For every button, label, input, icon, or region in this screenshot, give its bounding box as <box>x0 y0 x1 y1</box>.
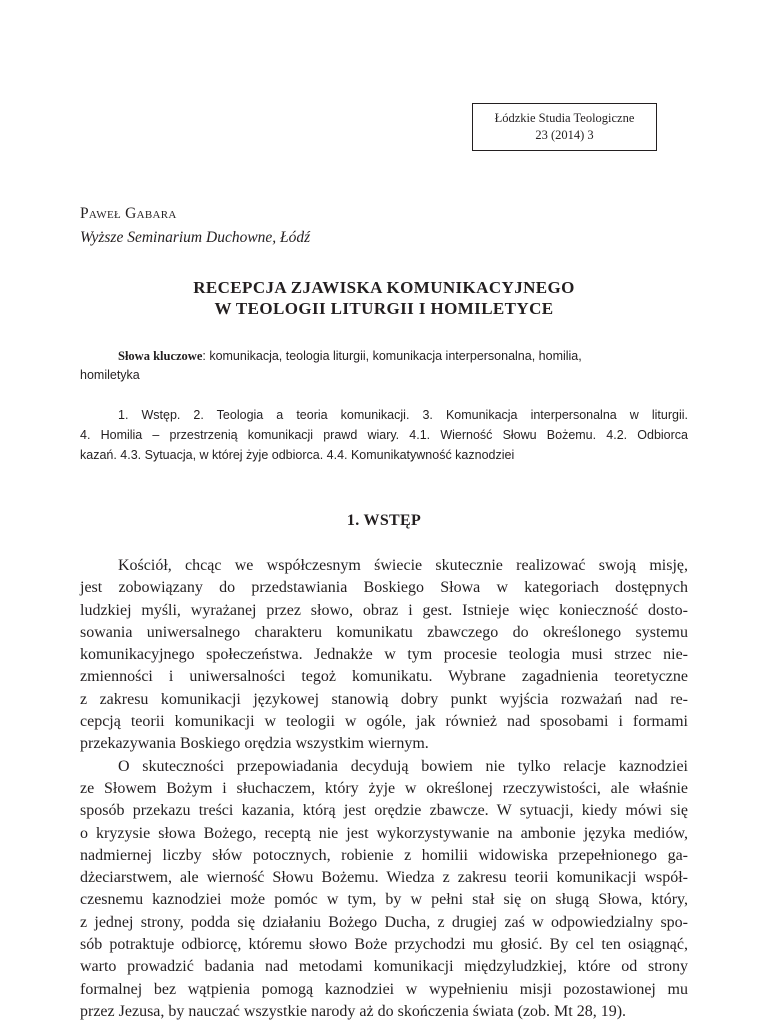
body-text <box>80 555 688 1023</box>
title-line-1: RECEPCJA ZJAWISKA KOMUNIKACYJNEGO <box>193 278 575 297</box>
journal-name: Łódzkie Studia Teologiczne <box>494 111 635 125</box>
body-line: sowania uniwersalnego charakteru komunikatu zbawczego do określonego systemu <box>80 623 688 641</box>
journal-issue: 23 (2014) 3 <box>535 128 594 142</box>
body-line: przekazywania Boskiego orędzia wszystkim wiernym. <box>80 735 429 753</box>
body-line: zmienności i uniwersalności tegoż komunikatu. Wybrane zagadnienia teoretyczne <box>80 668 688 686</box>
body-line: komunikacyjnego społeczeństwa. Jednakże w tym procesie teologia musi strzec nie- <box>80 646 688 664</box>
toc-line: 1. Wstęp. 2. Teologia a teoria komunikacji. 3. Komunikacja interpersonalna w liturgii. <box>118 408 688 422</box>
body-line: sób potraktuje odbiorcę, któremu słowo Boże przychodzi mu głosić. By cel ten osiągnąć, <box>80 936 688 954</box>
section-heading: 1. WSTĘP <box>346 512 422 529</box>
body-line: z jednej strony, podda się działaniu Bożego Ducha, z drugiej zaś w odpowiedzialny spo- <box>80 913 688 931</box>
body-line: warto prowadzić badania nad metodami komunikacji międzyludzkiej, które od strony <box>80 958 688 976</box>
body-line: jest zobowiązany do przedstawiania Boskiego Słowa w kategoriach dostępnych <box>80 579 688 597</box>
body-line: formalnej bez wątpienia pomogą kaznodziei w wypełnieniu misji pozostawionej mu <box>80 980 688 998</box>
keywords-text-cont: homiletyka <box>80 368 140 382</box>
body-line: sposób przekazu treści kazania, którą jest orędzie zbawcze. W sytuacji, kiedy mówi się <box>80 802 688 820</box>
journal-info-box <box>472 103 657 151</box>
body-line: O skuteczności przepowiadania decydują bowiem nie tylko relacje kaznodziei <box>118 757 688 775</box>
body-line: nadmiernej liczby słów potocznych, robienie z homilii widowiska przepełnionego ga- <box>80 846 688 864</box>
body-line: o kryzysie słowa Bożego, receptą nie jest wykorzystywanie na ambonie języka mediów, <box>80 824 688 842</box>
body-line: Kościół, chcąc we współczesnym świecie skutecznie realizować swoją misję, <box>118 557 688 574</box>
table-of-contents <box>80 405 688 465</box>
body-line: cepcją teorii komunikacji w teologii w ogóle, jak również nad sposobami i formami <box>80 713 688 731</box>
toc-line: 4. Homilia – przestrzenią komunikacji prawd wiary. 4.1. Wierność Słowu Bożemu. 4.2. Odbiorca <box>80 428 688 442</box>
body-line: z zakresu komunikacji językowej stanowią dobry punkt wyjścia rozważań nad re- <box>80 690 688 708</box>
article-title <box>80 277 688 319</box>
keywords-text: : komunikacja, teologia liturgii, komunikacja interpersonalna, homilia, <box>202 349 582 363</box>
title-line-2: W TEOLOGII LITURGII I HOMILETYCE <box>214 299 554 318</box>
body-line: ludzkiej myśli, wyrażanej przez słowo, obraz i gest. Istnieje więc konieczność dosto- <box>80 601 688 619</box>
body-line: dżeciarstwem, ale wierność Słowu Bożemu. Wiedza z zakresu teorii komunikacji współ- <box>80 869 688 887</box>
body-line: czesnemu kaznodziei może pomóc w tym, by w pełni stał się on sługą Słowa, który, <box>80 891 688 909</box>
keywords-block <box>80 347 688 385</box>
toc-line: kazań. 4.3. Sytuacja, w której żyje odbiorca. 4.4. Komunikatywność kaznodziei <box>80 448 515 462</box>
body-line: przez Jezusa, by nauczać wszystkie narody aż do skończenia świata (zob. Mt 28, 19). <box>80 1002 627 1020</box>
body-line: ze Słowem Bożym i słuchaczem, który żyje w określonej rzeczywistości, ale właśnie <box>80 779 688 797</box>
author-affiliation: Wyższe Seminarium Duchowne, Łódź <box>80 229 311 246</box>
keywords-label: Słowa kluczowe <box>118 349 203 363</box>
author-name: Paweł Gabara <box>80 205 177 222</box>
